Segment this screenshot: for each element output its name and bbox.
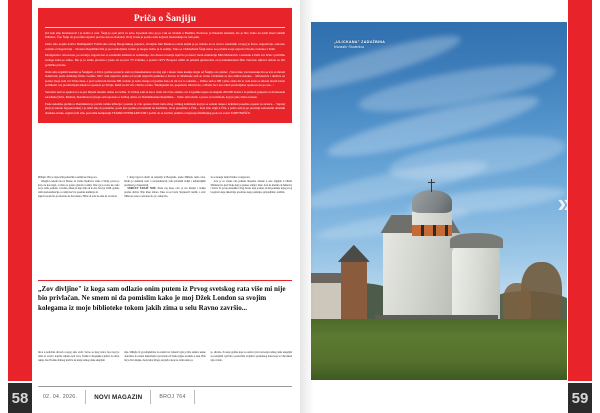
body-paragraph-subhead-run: STRIČEV ZANAT NIJE. Posle tog dana, otac je sve imanje i radnju predao državi. Nije imao izbora. Tako su se braća Stojanović razišli, a stric Milan je ostao u selu kao što je i ranije bio. bbox=[124, 187, 206, 199]
tree-icon bbox=[503, 283, 531, 319]
standfirst-title: Priča o Šanjiju bbox=[133, 14, 197, 24]
footer-publication: NOVI MAGAZIN bbox=[86, 390, 151, 404]
photo-caption bbox=[334, 40, 385, 49]
body-paragraph: Izbeglica tokom rata iz Bosne, za vreme Nedićeve vlade u Srbiji, počeo je kod oca kao šegrt, a ubrzo je postao glavni u radnji. Otac ga je voleo kao sina jer je radio pošteno i vredno, nikad se nije žalio ni na šta. Kad je 1948. godine došla nacionalizacija, u radnji doći će posebna komisija da bbox=[38, 179, 120, 195]
standfirst-paragraph: Od tada smo Krsmanović i ja stalno u vezi. Šanji je opet priča za sebe. Upoznali smo ga ja i sin na citadeli u Budimu. Prodavao je Pekabeti sladoled, što je bilo vidno na tendi iznad velikih frižidera. Čuo Šanji da govorimo srpski i pozvao nas na sladoled. Ovaj čovek je postao naše najveće iznenađenje na tom putu. bbox=[45, 30, 285, 40]
running-head-rail-right bbox=[568, 0, 592, 381]
church-drum-arcade bbox=[412, 225, 452, 236]
outbuilding bbox=[311, 282, 343, 319]
pull-quote bbox=[38, 280, 292, 313]
standfirst-paragraph: Posle nekoliko godina u Dominikani je počela velika inflacija i postalo je vrlo opasno živeti tamo zbog velikog kriminala koji je sa sobom doneo i kriminal posebno opasan za strance… Suprug (koji je takođe Jugoslovenka) i ja rešili smo da predemo, posle šest godina provedenih na Karibima, da se preselimo u Čile… Kad smo stigli u Čile, a pošto sam ja po profesiji samostalni umetnik dramske struke, registrovali smo pozorištu kompaniju TEATRO INTERARTCOM i počeli da se bavimo jednim od najveprofitabilnijeg posla na svetu: UMETNOŠĆU. bbox=[45, 101, 285, 115]
church-nave bbox=[383, 230, 458, 319]
body-paragraph: Mihajlo. Bio je trgovački pomoćnik u radnji kod mog oca. bbox=[38, 176, 98, 179]
standfirst-paragraph: Inteligentan i obrazovan, po sećanju, Jugosloven sa urođenim umišom za snalaženje, dva meseca kasnije ispričao je meni i mom snimatelju Miši Miloševiću o kamenu u Pešti sve lične i političke razloge zašto je otišao. Bio je to toliko precizno i jasno da su prvo TV Politika, a potom i RTV Beograd odbili da prikažu gledaocima ovaj dokumentarni film. Naravno njihovi razlozi su bili političke prirode. bbox=[45, 53, 285, 67]
body-paragraph: napravi popis šta je zatečeno na licu mesta. Ništa od robe ne sme da se iznosi. bbox=[38, 195, 118, 199]
pull-quote-wrapper bbox=[38, 276, 292, 318]
left-page-content bbox=[38, 8, 292, 383]
footer-meta bbox=[38, 387, 292, 407]
body-paragraph: I drugi trgovci odveli su prijatelji iz Beograda, preko Mihajla, nešto robe. Radio je domaćin vesti o nacionalizaciji svih privatnih radnji i industrijskih preduzeća u Jugoslaviji. bbox=[124, 176, 206, 187]
standfirst-paragraph: Sutradan sam se spakovao i sa par hiljada maraka otišao za Grčku. U Grčkoj sam se kao i uvek vrlo brzo snašao i za tri godine uspeo da skupim 200.000 dolara i sa jednom grupom od dvadesetak saradnika (Srba, Mađara, Skandinavaca) koje sam upoznao u Grčkoj otišao za Dominikansku Republiku… Tamo sam uložio u posao sa turizmom, koji je jako dobro krenuo. bbox=[45, 90, 285, 99]
standfirst-paragraph: Onda smo izgubili kontakt sa Šanjijem, a 2014. godine postavio sam taj dokumentarac na moj sajt i mesec dana kasnije stiglo od Šanjija ovo pismo: „Verovatno vas interesuje šta se sve sa mnom izdešavalo posle snimanja filma. Godine 1997. sam napravio jednu od svojih najvećih greškaka u životu. Iz Mađarske sam se vratio u Kikindu sa oko milion maraka… Miloševiću i društvu uz pomoć moje tada već bivše žene, a pod vodstvom čuvene DB, trebalo je nešto manje od godinu dana da mi sve to oduzme… Otišao sam u DB i pitao zašto mi to rade kada se nikada nisam bavio politikom i ne predstavljam nikakvu opasnost po Srbiju. Rekli su mi vrlo cinično ovako: 'Inteligentni ste, popularni, imućni ste, a Mađar ste i kao takvi potencijalna opasnost ste po nas…' bbox=[45, 69, 285, 88]
body-text-lower bbox=[38, 351, 292, 383]
monastery-photo bbox=[311, 22, 567, 380]
belfry-tower bbox=[341, 259, 368, 319]
chevron-right-icon: » bbox=[557, 188, 566, 218]
photo-caption-title: „ULICKANA" ZADUŽBINA bbox=[334, 39, 386, 44]
body-paragraph: Joca je za vreme rata jednom mesečno odlazio u selo Jagnjilo u blizini Mladenovca kod Stoke koji je prekao rakiju i imao Joca na maleni od šumarica i bratii. To je bio nesuđaki i drag čovek, koji je imao da mi poklanja kojeg svog bogatstva koje nikad nije prodavao nego poklanjao prijateljima i rodbini. bbox=[210, 179, 292, 195]
footer-issue: BROJ 764 bbox=[151, 390, 194, 404]
body-paragraph: linca u kolicima ulicom a kojoj smo sveli. Sećao se mog strica Joce koji je radio sa ocem i najviše odlazio kod Joca, Tomše u Kopajnke Ljubice na ulicu rakija. Kod Tomše zbitnog krečića na kraju radnog dana okupljali bbox=[38, 351, 120, 362]
body-paragraph: su se kolege željni čitalice i razgovora. bbox=[210, 176, 251, 179]
folio-right: 59 bbox=[568, 383, 592, 413]
body-paragraph: je, shvatio. Za koje godine koje su ostali u jača na kraju radnog dana okupljali se pozajmili i pričali o poslovima svojim iz predratnog doba koje se više nikad nije vratilo. bbox=[210, 351, 292, 362]
standfirst-box bbox=[38, 8, 292, 123]
running-head-rail-left bbox=[8, 0, 32, 381]
folio-left: 58 bbox=[8, 383, 32, 413]
lawn-foreground bbox=[311, 319, 567, 380]
church-dome bbox=[412, 190, 452, 213]
right-page bbox=[300, 0, 600, 413]
body-text-upper bbox=[38, 176, 292, 274]
pull-quote-text: „Zov divljine" iz koga sam odlazio onim putem iz Prvog svetskog rata više mi nije bio privlačan. Ne smem ni da pomislim kako je moj Džek London sa svojim kolegama iz moje biblioteke tokom jakih zima u selu Ravno završio... bbox=[38, 285, 286, 312]
standfirst-rule bbox=[45, 27, 285, 28]
body-paragraph: nije, Mihajlo bi ga subjektivno na stanici na Čukarici gde je bila stanica usune delovnice da ostalo nakretnam u posvratio od Stoke stigao urođeno u stan. Bila im je živa majka, moja baba Draga, krojačica koje se svim samo po bbox=[124, 351, 206, 362]
cross-icon bbox=[431, 179, 432, 192]
church-apse-roof bbox=[450, 233, 503, 247]
photo-caption-subtitle: Manastir Studenica bbox=[334, 44, 365, 49]
church-building bbox=[372, 176, 505, 319]
church-apse bbox=[452, 245, 500, 319]
footer-date: 02. 04. 2026. bbox=[38, 390, 86, 404]
standfirst-paragraph: Zašto smo uopšte došli u Budimpeštu? Pratili smo starog Beogradskog papanca, Jevrejina čika Benka na avion kojim je po trebalo da se vrati u Australiju u kojoj je živeo. Jugoslavija, odnosno ostatak od Jugoslavije – Savezna Republika bila je pod sankcijama i nisko je mogao bežao je iz zemlje. Tako se i Kikinđanin Šanji našao na početku svoje najveće životne avanture u Pešti. bbox=[45, 42, 285, 51]
